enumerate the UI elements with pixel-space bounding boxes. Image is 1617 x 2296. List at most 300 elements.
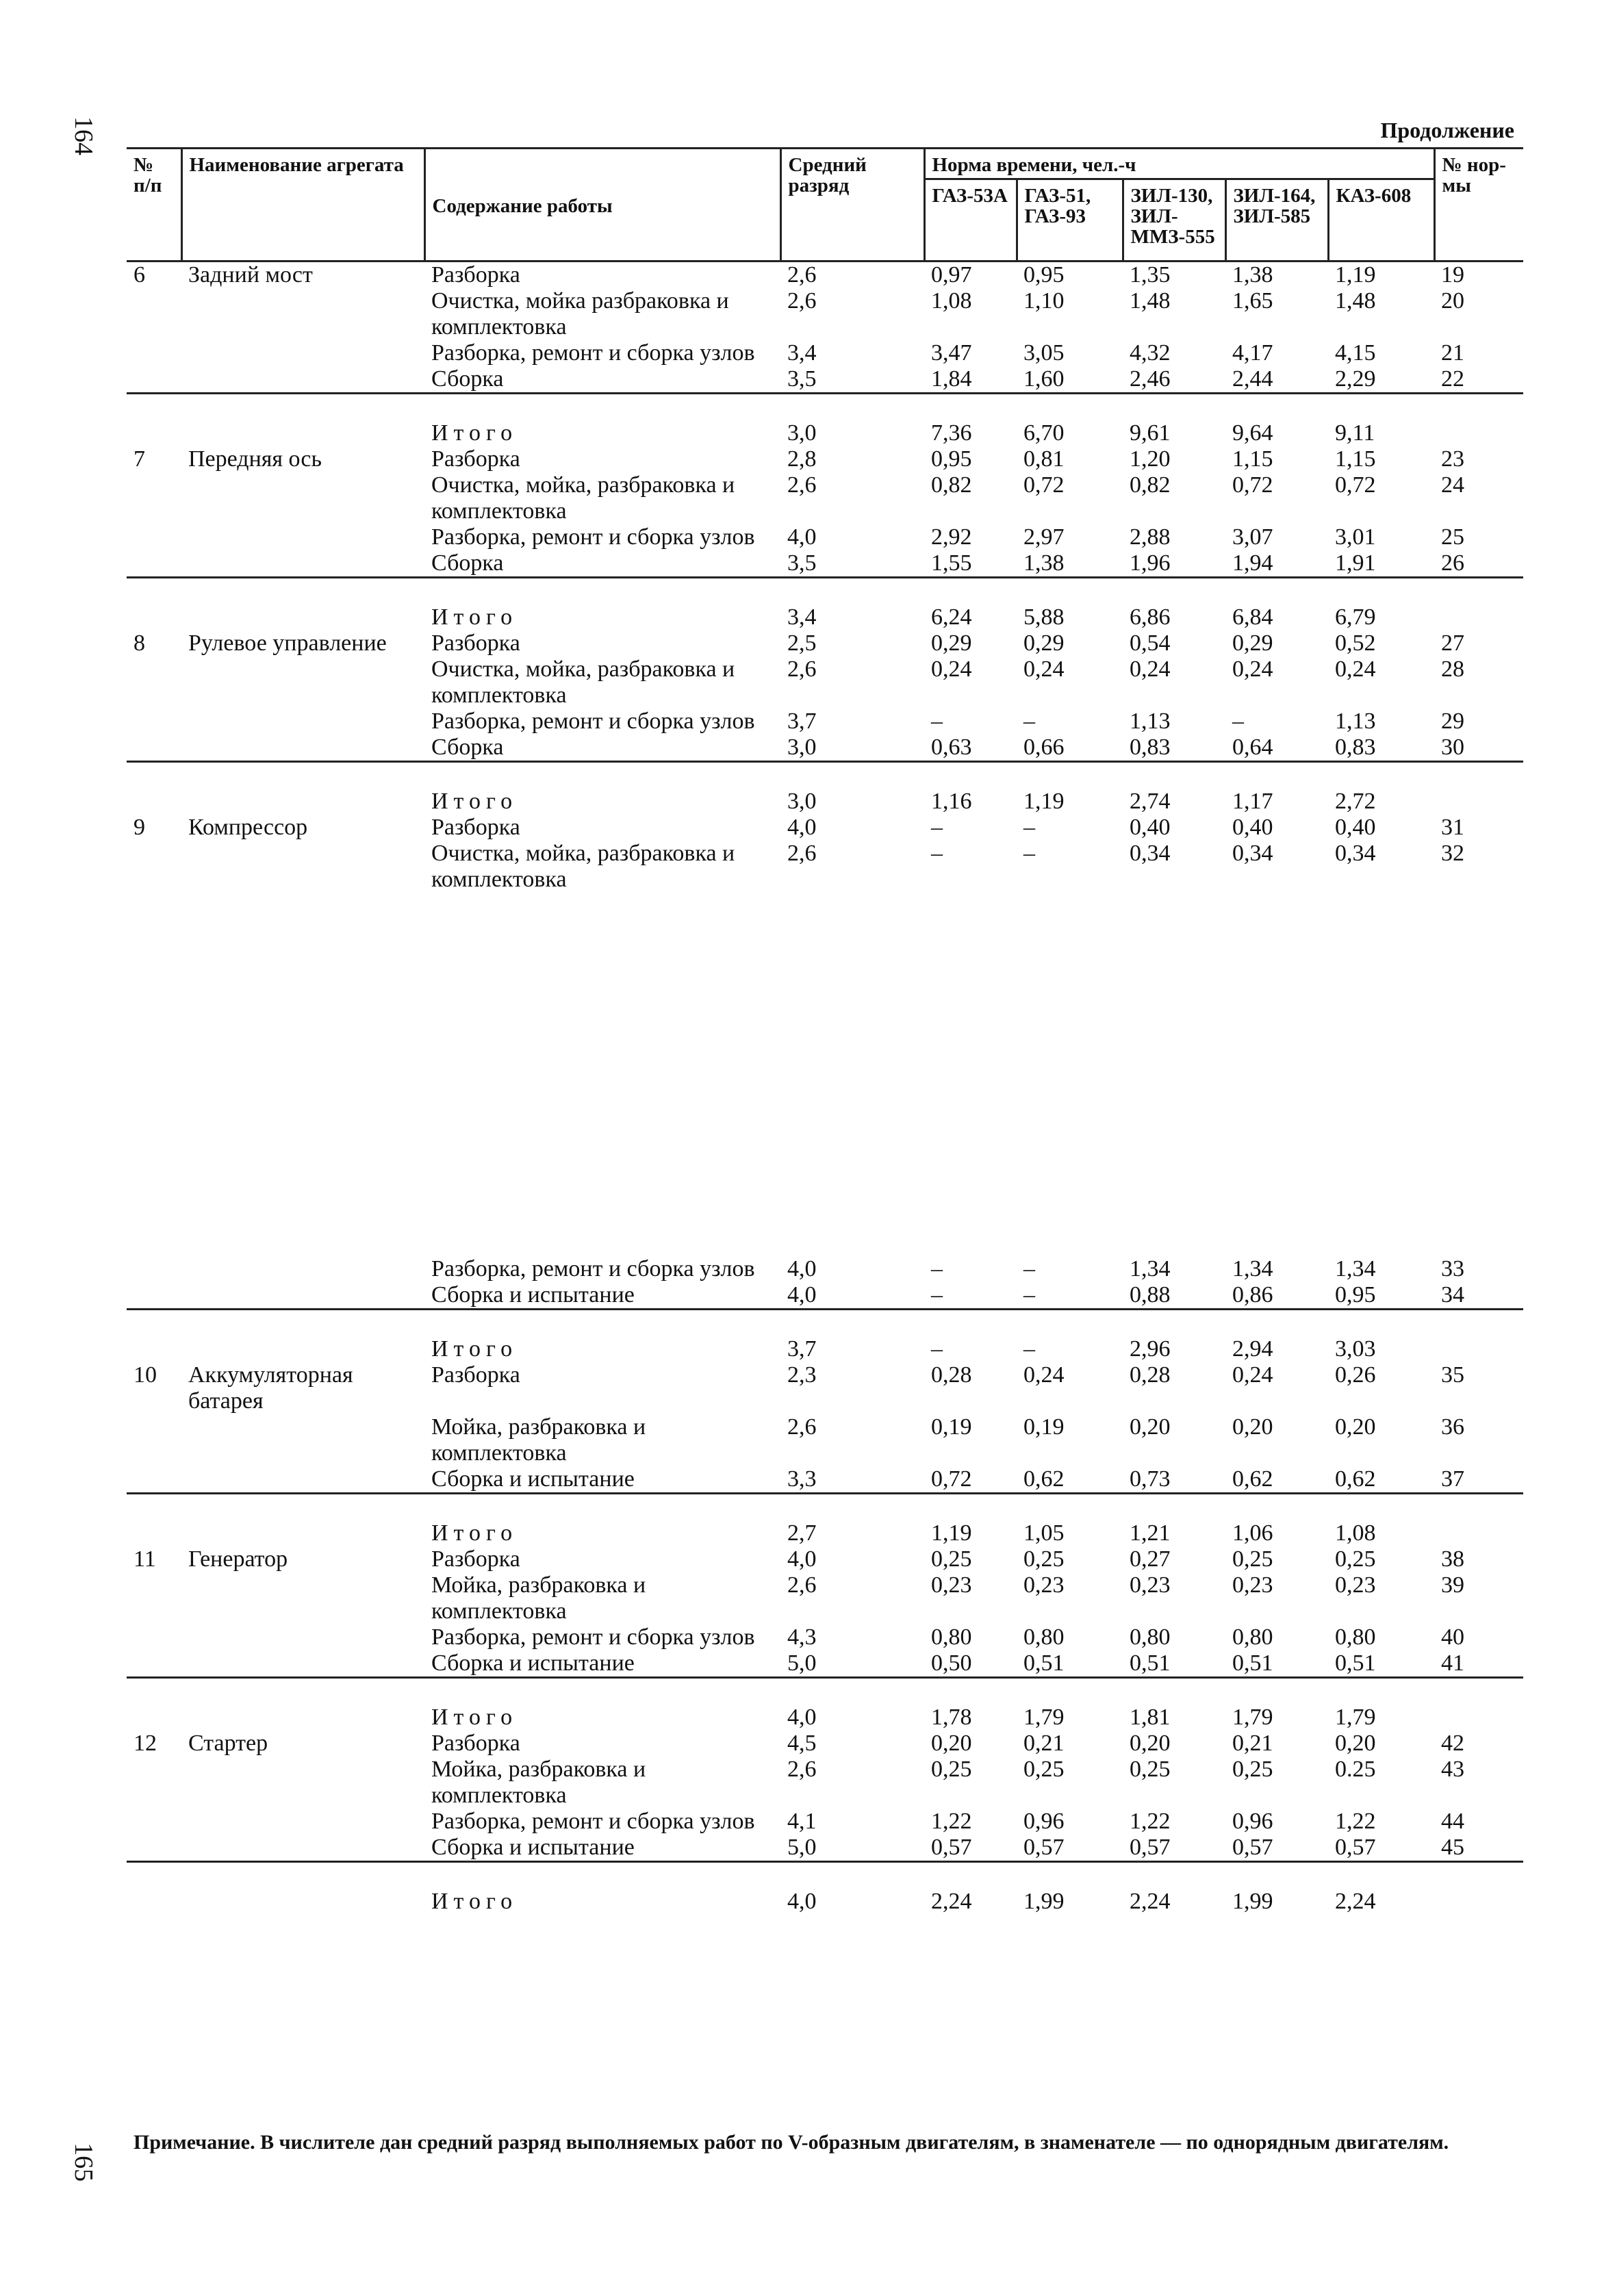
cell-zil130: 0,24 (1130, 656, 1171, 682)
cell-work: Разборка (431, 446, 520, 472)
cell-grade: 3,0 (787, 420, 817, 446)
total-row (127, 1336, 1523, 1362)
cell-no (127, 1757, 181, 1809)
cell-kaz608: 1,19 (1335, 262, 1376, 288)
cell-work: Разборка (431, 1362, 520, 1388)
cell-work: Сборка (431, 366, 504, 392)
group-separator (127, 1494, 1523, 1521)
cell-gaz51: 1,10 (1023, 288, 1065, 314)
cell-unit (181, 604, 424, 630)
cell-kaz608: 4,15 (1335, 340, 1376, 366)
cell-kaz608: 1,08 (1335, 1520, 1376, 1546)
cell-unit (181, 789, 424, 815)
cell-norm-no: 28 (1441, 656, 1464, 682)
total-row (127, 789, 1523, 815)
cell-gaz51: 1,05 (1023, 1520, 1065, 1546)
table-row (127, 366, 1523, 394)
page-number-top: 164 (69, 116, 98, 155)
cell-unit (181, 1520, 424, 1546)
cell-work: Разборка, ремонт и сборка узлов (431, 340, 755, 366)
cell-unit: Стартер (188, 1731, 268, 1756)
cell-gaz53a: 0,80 (931, 1624, 972, 1650)
cell-work: Сборка и испытание (431, 1282, 635, 1308)
cell-unit (181, 288, 424, 340)
cell-gaz53a: 1,19 (931, 1520, 972, 1546)
cell-gaz51: 6,70 (1023, 420, 1065, 446)
cell-grade: 3,0 (787, 735, 817, 760)
cell-no (127, 420, 181, 446)
cell-work: Сборка (431, 735, 504, 760)
cell-gaz53a: 0,63 (931, 735, 972, 760)
cell-no: 12 (133, 1731, 157, 1756)
table-row (127, 815, 1523, 841)
table-row (127, 735, 1523, 762)
cell-zil130: 0,83 (1130, 735, 1171, 760)
cell-no (127, 789, 181, 815)
cell-zil164: 6,84 (1232, 604, 1273, 630)
cell-norm-no: 37 (1441, 1466, 1464, 1492)
cell-zil164: – (1232, 709, 1244, 734)
cell-norm-no: 19 (1441, 262, 1464, 288)
cell-norm-no: 27 (1441, 630, 1464, 656)
cell-work: Разборка (431, 815, 520, 840)
cell-norm-no: 38 (1441, 1546, 1464, 1572)
table-row (127, 1835, 1523, 1862)
cell-unit (181, 841, 424, 893)
cell-kaz608: 0,20 (1335, 1731, 1376, 1756)
cell-work: Мойка, разбраковка и комплектовка (431, 1757, 646, 1808)
cell-no (127, 604, 181, 630)
cell-kaz608: 0,57 (1335, 1835, 1376, 1860)
cell-norm-no: 24 (1441, 472, 1464, 498)
cell-norm-no (1434, 1520, 1523, 1546)
cell-grade: 2,5 (787, 630, 817, 656)
cell-norm-no: 40 (1441, 1624, 1464, 1650)
cell-no (127, 550, 181, 578)
cell-gaz53a: 1,22 (931, 1809, 972, 1834)
cell-kaz608: 0,72 (1335, 472, 1376, 498)
cell-unit (181, 1572, 424, 1624)
cell-kaz608: 0,40 (1335, 815, 1376, 840)
cell-zil164: 4,17 (1232, 340, 1273, 366)
cell-gaz53a: 0,24 (931, 656, 972, 682)
cell-zil164: 9,64 (1232, 420, 1273, 446)
table-row (127, 1757, 1523, 1809)
cell-norm-no (1434, 420, 1523, 446)
cell-kaz608: 2,72 (1335, 789, 1376, 814)
cell-grade: 2,6 (787, 1414, 817, 1440)
cell-zil130: 1,35 (1130, 262, 1171, 288)
cell-zil164: 0,34 (1232, 841, 1273, 866)
cell-no (127, 656, 181, 709)
cell-gaz53a: – (931, 841, 943, 866)
cell-gaz53a: 0,50 (931, 1650, 972, 1676)
cell-zil130: 0,80 (1130, 1624, 1171, 1650)
cell-gaz51: 0,24 (1023, 1362, 1065, 1388)
continuation-label: Продолжение (1380, 118, 1514, 142)
cell-norm-no: 21 (1441, 340, 1464, 366)
cell-zil130: 0,25 (1130, 1757, 1171, 1782)
header-model-zil164: ЗИЛ-164, ЗИЛ-585 (1225, 179, 1328, 262)
cell-norm-no: 23 (1441, 446, 1464, 472)
cell-zil164: 1,79 (1232, 1705, 1273, 1730)
cell-work: Очистка, мойка, разбраковка и комплектовка (431, 841, 735, 892)
cell-unit (181, 1336, 424, 1362)
cell-zil164: 1,99 (1232, 1889, 1273, 1914)
cell-gaz51: 1,99 (1023, 1889, 1065, 1914)
cell-gaz51: 0,21 (1023, 1731, 1065, 1756)
cell-grade: 3,5 (787, 550, 817, 576)
cell-norm-no: 26 (1441, 550, 1464, 576)
table-row (127, 1466, 1523, 1494)
cell-no: 6 (133, 262, 145, 288)
cell-no: 8 (133, 630, 145, 656)
cell-zil130: 0,88 (1130, 1282, 1171, 1308)
cell-grade: 2,7 (787, 1520, 817, 1546)
cell-zil164: 0,23 (1232, 1572, 1273, 1598)
cell-zil130: 0,40 (1130, 815, 1171, 840)
cell-zil164: 0,25 (1232, 1757, 1273, 1782)
table-row (127, 709, 1523, 735)
cell-zil164: 0,24 (1232, 1362, 1273, 1388)
cell-gaz51: 1,79 (1023, 1705, 1065, 1730)
cell-unit (181, 524, 424, 550)
table-row (127, 1362, 1523, 1414)
cell-grade: 3,7 (787, 1336, 817, 1362)
cell-zil164: 2,44 (1232, 366, 1273, 392)
cell-norm-no (1434, 604, 1523, 630)
cell-zil130: 2,74 (1130, 789, 1171, 814)
cell-kaz608: 1,34 (1335, 1256, 1376, 1281)
table-row (127, 1282, 1523, 1310)
cell-gaz51: 0,95 (1023, 262, 1065, 288)
cell-gaz53a: 2,24 (931, 1889, 972, 1914)
cell-norm-no: 29 (1441, 709, 1464, 734)
cell-no (127, 735, 181, 762)
table-row (127, 472, 1523, 524)
header-work: Содержание работы (424, 149, 780, 262)
cell-grade: 5,0 (787, 1835, 817, 1860)
cell-grade: 2,6 (787, 841, 817, 866)
cell-gaz53a: 0,82 (931, 472, 972, 498)
group-separator (127, 394, 1523, 421)
cell-norm-no: 44 (1441, 1809, 1464, 1834)
cell-gaz51: 0,62 (1023, 1466, 1065, 1492)
cell-gaz51: 0,24 (1023, 656, 1065, 682)
cell-kaz608: 3,01 (1335, 524, 1376, 550)
table-row (127, 262, 1523, 289)
cell-unit (181, 1835, 424, 1862)
header-norm-no: № нор-мы (1434, 149, 1523, 262)
cell-zil164: 0,20 (1232, 1414, 1273, 1440)
cell-gaz53a: – (931, 1336, 943, 1362)
table-row (127, 656, 1523, 709)
cell-norm-no: 30 (1441, 735, 1464, 760)
cell-grade: 4,0 (787, 524, 817, 550)
cell-norm-no: 42 (1441, 1731, 1464, 1756)
cell-gaz51: 1,19 (1023, 789, 1065, 814)
cell-work: Итого (431, 789, 518, 814)
cell-gaz53a: 0,28 (931, 1362, 972, 1388)
cell-work: Разборка (431, 262, 520, 288)
cell-zil130: 1,34 (1130, 1256, 1171, 1281)
cell-zil130: 0,28 (1130, 1362, 1171, 1388)
cell-gaz51: 0,66 (1023, 735, 1065, 760)
cell-grade: 2,6 (787, 1757, 817, 1782)
header-grade: Средний разряд (780, 149, 924, 262)
cell-unit (181, 1414, 424, 1466)
cell-gaz51: – (1023, 815, 1035, 840)
cell-unit (181, 1650, 424, 1678)
cell-norm-no: 41 (1441, 1650, 1464, 1676)
cell-unit (181, 656, 424, 709)
cell-zil130: 0,54 (1130, 630, 1171, 656)
cell-zil164: 0,24 (1232, 656, 1273, 682)
cell-grade: 4,5 (787, 1731, 817, 1756)
cell-gaz51: 1,38 (1023, 550, 1065, 576)
cell-work: Разборка (431, 630, 520, 656)
cell-norm-no (1434, 1336, 1523, 1362)
cell-gaz53a: 6,24 (931, 604, 972, 630)
cell-gaz53a: 2,92 (931, 524, 972, 550)
cell-zil130: 2,96 (1130, 1336, 1171, 1362)
header-no: № п/п (127, 149, 181, 262)
cell-norm-no: 31 (1441, 815, 1464, 840)
cell-zil164: 1,38 (1232, 262, 1273, 288)
cell-kaz608: 0,95 (1335, 1282, 1376, 1308)
header-unit: Наименование агрегата (181, 149, 424, 262)
cell-kaz608: 0,51 (1335, 1650, 1376, 1676)
cell-grade: 4,0 (787, 1889, 817, 1914)
cell-unit (181, 1282, 424, 1310)
cell-norm-no: 25 (1441, 524, 1464, 550)
cell-unit (181, 420, 424, 446)
cell-gaz51: 0,81 (1023, 446, 1065, 472)
cell-zil130: 2,24 (1130, 1889, 1171, 1914)
cell-zil130: 0,23 (1130, 1572, 1171, 1598)
table-row (127, 1572, 1523, 1624)
cell-kaz608: 1,91 (1335, 550, 1376, 576)
cell-work: Мойка, разбраковка и комплектовка (431, 1572, 646, 1624)
table-row (127, 1624, 1523, 1650)
cell-work: Очистка, мойка, разбраковка и комплектовка (431, 656, 735, 708)
cell-norm-no: 32 (1441, 841, 1464, 866)
cell-no (127, 288, 181, 340)
cell-zil130: 0,73 (1130, 1466, 1171, 1492)
cell-grade: 3,5 (787, 366, 817, 392)
cell-zil164: 0,40 (1232, 815, 1273, 840)
group-separator (127, 1678, 1523, 1705)
cell-kaz608: 0,20 (1335, 1414, 1376, 1440)
cell-gaz51: 0,96 (1023, 1809, 1065, 1834)
cell-zil130: 1,20 (1130, 446, 1171, 472)
table-row (127, 1256, 1523, 1282)
cell-zil130: 4,32 (1130, 340, 1171, 366)
cell-work: Итого (431, 1889, 518, 1914)
cell-norm-no: 39 (1441, 1572, 1464, 1598)
cell-unit (181, 366, 424, 394)
cell-gaz53a: 0,25 (931, 1546, 972, 1572)
total-row (127, 1705, 1523, 1731)
cell-grade: 3,3 (787, 1466, 817, 1492)
cell-grade: 2,6 (787, 472, 817, 498)
cell-work: Очистка, мойка, разбраковка и комплектовка (431, 472, 735, 524)
cell-gaz53a: – (931, 815, 943, 840)
table-row (127, 1414, 1523, 1466)
cell-zil164: 0,80 (1232, 1624, 1273, 1650)
cell-unit (181, 1809, 424, 1835)
cell-kaz608: 0,26 (1335, 1362, 1376, 1388)
header-model-kaz608: КАЗ-608 (1328, 179, 1434, 262)
norms-table-top (127, 147, 1523, 893)
cell-no (127, 1650, 181, 1678)
cell-zil164: 0,64 (1232, 735, 1273, 760)
table-row (127, 1546, 1523, 1572)
cell-work: Разборка, ремонт и сборка узлов (431, 1809, 755, 1834)
total-row (127, 420, 1523, 446)
cell-grade: 4,3 (787, 1624, 817, 1650)
cell-norm-no: 34 (1441, 1282, 1464, 1308)
cell-work: Разборка (431, 1731, 520, 1756)
cell-no (127, 1835, 181, 1862)
cell-work: Итого (431, 1705, 518, 1730)
cell-no (127, 1466, 181, 1494)
cell-zil130: 1,22 (1130, 1809, 1171, 1834)
cell-no (127, 1705, 181, 1731)
cell-zil130: 0,82 (1130, 472, 1171, 498)
cell-gaz51: 0,25 (1023, 1757, 1065, 1782)
cell-kaz608: 0,34 (1335, 841, 1376, 866)
cell-gaz53a: – (931, 1256, 943, 1281)
cell-zil164: 0,21 (1232, 1731, 1273, 1756)
cell-no (127, 1809, 181, 1835)
cell-work: Итого (431, 1336, 518, 1362)
cell-work: Сборка и испытание (431, 1466, 635, 1492)
table-row (127, 630, 1523, 656)
cell-unit: Генератор (188, 1546, 288, 1572)
cell-kaz608: 1,48 (1335, 288, 1376, 314)
cell-grade: 2,8 (787, 446, 817, 472)
cell-gaz51: 0,80 (1023, 1624, 1065, 1650)
cell-grade: 5,0 (787, 1650, 817, 1676)
cell-unit (181, 1705, 424, 1731)
cell-kaz608: 0,23 (1335, 1572, 1376, 1598)
table-row (127, 841, 1523, 893)
cell-kaz608: 1,13 (1335, 709, 1376, 734)
cell-kaz608: 9,11 (1335, 420, 1375, 446)
cell-grade: 4,0 (787, 1256, 817, 1281)
cell-gaz53a: 1,78 (931, 1705, 972, 1730)
cell-zil164: 0,86 (1232, 1282, 1273, 1308)
cell-gaz53a: 1,16 (931, 789, 972, 814)
cell-unit (181, 735, 424, 762)
cell-kaz608: 0,83 (1335, 735, 1376, 760)
cell-norm-no: 20 (1441, 288, 1464, 314)
cell-gaz51: 5,88 (1023, 604, 1065, 630)
cell-no (127, 709, 181, 735)
cell-gaz51: – (1023, 1336, 1035, 1362)
cell-no: 11 (133, 1546, 156, 1572)
table-row (127, 1809, 1523, 1835)
total-row (127, 1520, 1523, 1546)
cell-zil130: 1,96 (1130, 550, 1171, 576)
cell-zil130: 1,48 (1130, 288, 1171, 314)
cell-gaz51: – (1023, 841, 1035, 866)
header-norm: Норма времени, чел.-ч (924, 149, 1434, 179)
cell-gaz53a: 0,97 (931, 262, 972, 288)
cell-no (127, 1256, 181, 1282)
cell-zil130: 0,57 (1130, 1835, 1171, 1860)
cell-zil164: 3,07 (1232, 524, 1273, 550)
cell-gaz53a: 1,08 (931, 288, 972, 314)
table-row (127, 446, 1523, 472)
cell-no (127, 1572, 181, 1624)
cell-zil130: 1,13 (1130, 709, 1171, 734)
cell-unit (181, 550, 424, 578)
cell-zil164: 1,17 (1232, 789, 1273, 814)
cell-no: 7 (133, 446, 145, 472)
cell-gaz53a: 0,29 (931, 630, 972, 656)
cell-unit: Передняя ось (188, 446, 322, 472)
table-body-bottom (127, 1256, 1523, 1915)
cell-gaz53a: 0,25 (931, 1757, 972, 1782)
table-row (127, 524, 1523, 550)
cell-gaz53a: – (931, 1282, 943, 1308)
cell-kaz608: 3,03 (1335, 1336, 1376, 1362)
cell-zil164: 0,29 (1232, 630, 1273, 656)
cell-grade: 4,1 (787, 1809, 817, 1834)
cell-gaz53a: 1,84 (931, 366, 972, 392)
cell-kaz608: 2,24 (1335, 1889, 1376, 1914)
cell-work: Итого (431, 604, 518, 630)
cell-no (127, 1414, 181, 1466)
cell-work: Сборка и испытание (431, 1650, 635, 1676)
cell-zil130: 0,20 (1130, 1414, 1171, 1440)
cell-zil164: 1,94 (1232, 550, 1273, 576)
cell-zil164: 0,72 (1232, 472, 1273, 498)
cell-no: 9 (133, 815, 145, 840)
cell-no (127, 340, 181, 366)
cell-gaz53a: 0,95 (931, 446, 972, 472)
cell-zil164: 0,62 (1232, 1466, 1273, 1492)
cell-gaz51: – (1023, 1256, 1035, 1281)
cell-gaz53a: 0,72 (931, 1466, 972, 1492)
cell-zil164: 1,15 (1232, 446, 1273, 472)
cell-gaz53a: – (931, 709, 943, 734)
cell-unit (181, 1624, 424, 1650)
cell-unit (181, 472, 424, 524)
cell-gaz51: 0,19 (1023, 1414, 1065, 1440)
cell-gaz53a: 0,57 (931, 1835, 972, 1860)
cell-kaz608: 2,29 (1335, 366, 1376, 392)
cell-zil130: 2,88 (1130, 524, 1171, 550)
total-row (127, 1889, 1523, 1915)
cell-gaz51: 0,72 (1023, 472, 1065, 498)
cell-unit (181, 1466, 424, 1494)
cell-work: Мойка, разбраковка и комплектовка (431, 1414, 646, 1466)
cell-norm-no: 45 (1441, 1835, 1464, 1860)
cell-no: 10 (133, 1362, 157, 1388)
cell-gaz53a: 0,23 (931, 1572, 972, 1598)
header-model-gaz53a: ГАЗ-53А (924, 179, 1017, 262)
cell-gaz51: – (1023, 1282, 1035, 1308)
total-row (127, 604, 1523, 630)
cell-gaz51: 3,05 (1023, 340, 1065, 366)
cell-grade: 2,6 (787, 262, 817, 288)
cell-zil164: 1,34 (1232, 1256, 1273, 1281)
cell-grade: 4,0 (787, 815, 817, 840)
cell-norm-no: 22 (1441, 366, 1464, 392)
